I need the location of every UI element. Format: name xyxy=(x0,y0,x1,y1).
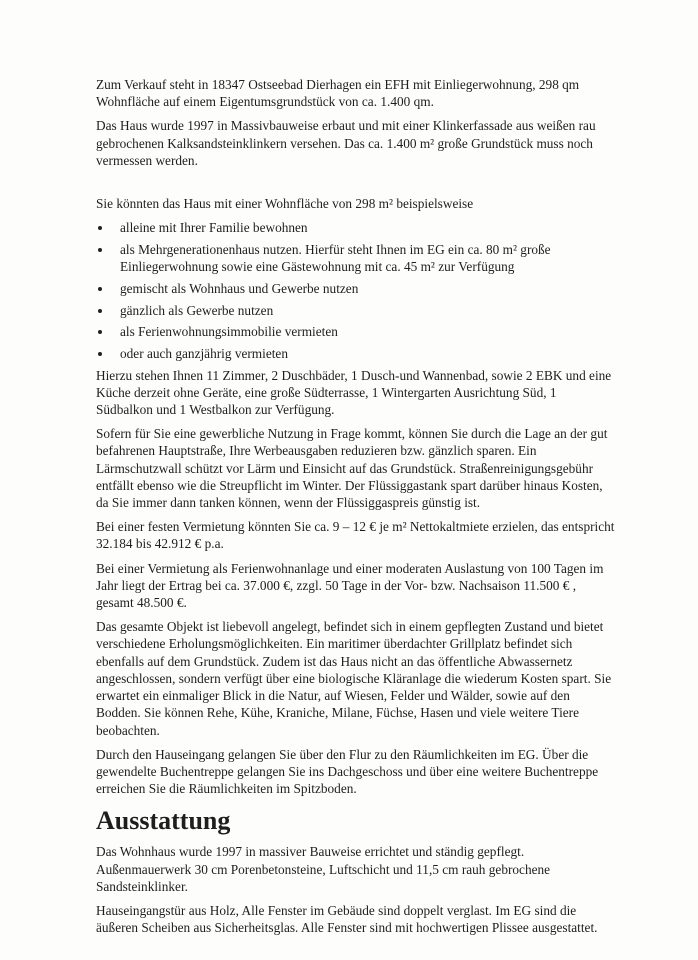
list-item xyxy=(96,345,616,362)
list-item-text: gänzlich als Gewerbe nutzen xyxy=(120,302,274,318)
intro-paragraph-1: Zum Verkauf steht in 18347 Ostseebad Dierhagen ein EFH mit Einliegerwohnung, 298 qm Wohnfläche auf einem Eigentumsgrundstück von ca. 1.400 qm. xyxy=(96,77,580,110)
construction-paragraph: Das Wohnhaus wurde 1997 in massiver Bauweise errichtet und ständig gepflegt. Außenmauerwerk 30 cm Porenbetonsteine, Luftschicht und 11,5 cm rauh gebrochene Sandsteinklinker. xyxy=(96,844,551,894)
section-heading-ausstattung: Ausstattung xyxy=(96,806,231,836)
bullet-icon xyxy=(98,309,102,313)
list-item-text: oder auch ganzjährig vermieten xyxy=(120,345,288,361)
list-item-text: alleine mit Ihrer Familie bewohnen xyxy=(120,220,308,236)
intro-paragraph-2: Das Haus wurde 1997 in Massivbauweise erbaut und mit einer Klinkerfassade aus weißen rau gebrochenen Kalksandsteinklinkern versehen. Das ca. 1.400 m² große Grundstück muss noch vermessen werden. xyxy=(96,118,596,168)
bullet-icon xyxy=(98,226,102,230)
list-item xyxy=(96,241,616,275)
usage-list xyxy=(96,219,616,362)
list-item-text: als Mehrgenerationenhaus nutzen. Hierfür steht Ihnen im EG ein ca. 80 m² große Einliegerwohnung sowie eine Gästewohnung mit ca. 45 m² zur Verfügung xyxy=(120,241,551,275)
document-body xyxy=(96,76,616,943)
list-item xyxy=(96,219,616,236)
usage-intro: Sie könnten das Haus mit einer Wohnfläche von 298 m² beispielsweise xyxy=(96,196,474,212)
bullet-icon xyxy=(98,330,102,334)
list-item xyxy=(96,323,616,340)
list-item xyxy=(96,280,616,297)
rooms-paragraph: Hierzu stehen Ihnen 11 Zimmer, 2 Duschbäder, 1 Dusch-und Wannenbad, sowie 2 EBK und eine Küche derzeit ohne Geräte, eine große Südterrasse, 1 Wintergarten Ausrichtung Süd, 1 Südbalkon und 1 Westbalkon zur Verfügung. xyxy=(96,367,612,418)
commercial-paragraph: Sofern für Sie eine gewerbliche Nutzung in Frage kommt, können Sie durch die Lage an der gut befahrenen Hauptstraße, Ihre Werbeausgaben reduzieren bzw. gänzlich sparen. Ein Lärmschutzwall schützt vor Lärm und Einsicht auf das Grundstück. Straßenreinigungsgebühr entfällt ebenso wie die Streupflicht im Winter. Der Flüssiggastank spart darüber hinaus Kosten, da Sie immer dann tanken können, wenn der Flüssiggaspreis günstig ist. xyxy=(96,426,608,511)
holiday-rental-paragraph: Bei einer Vermietung als Ferienwohnanlage und einer moderaten Auslastung von 100 Tagen im Jahr liegt der Ertrag bei ca. 37.000 €, zzgl. 50 Tage in der Vor- bzw. Nachsaison 11.500 € , gesamt 48.500 €. xyxy=(96,560,604,611)
list-item-text: gemischt als Wohnhaus und Gewerbe nutzen xyxy=(120,280,359,296)
list-item xyxy=(96,302,616,319)
bullet-icon xyxy=(98,248,102,252)
bullet-icon xyxy=(98,287,102,291)
windows-paragraph: Hauseingangstür aus Holz, Alle Fenster im Gebäude sind doppelt verglast. Im EG sind die äußeren Scheiben aus Sicherheitsglas. Alle Fenster sind mit hochwertigen Plissee ausgestattet. xyxy=(96,902,598,936)
entrance-paragraph: Durch den Hauseingang gelangen Sie über den Flur zu den Räumlichkeiten im EG. Über die gewendelte Buchentreppe gelangen Sie ins Dachgeschoss und über eine weitere Buchentreppe erreichen Sie die Räumlichkeiten im Spitzboden. xyxy=(96,746,599,797)
property-paragraph: Das gesamte Objekt ist liebevoll angelegt, befindet sich in einem gepflegten Zustand und bietet verschiedene Erholungsmöglichkeiten. Ein maritimer überdachter Grillplatz befindet sich ebenfalls auf dem Grundstück. Zudem ist das Haus nicht an das öffentliche Abwassernetz angeschlossen, sondern verfügt über eine biologische Kläranlage die wiederum Kosten spart. Sie erwartet ein einmaliger Blick in die Natur, auf Wiesen, Felder und Wälder, sowie auf den Bodden. Sie können Rehe, Kühe, Kraniche, Milane, Füchse, Hasen und viele weitere Tiere beobachten. xyxy=(96,619,612,738)
rental-paragraph: Bei einer festen Vermietung könnten Sie ca. 9 – 12 € je m² Nettokaltmiete erzielen, das entspricht 32.184 bis 42.912 € p.a. xyxy=(96,519,615,552)
bullet-icon xyxy=(98,352,102,356)
list-item-text: als Ferienwohnungsimmobilie vermieten xyxy=(120,324,338,340)
